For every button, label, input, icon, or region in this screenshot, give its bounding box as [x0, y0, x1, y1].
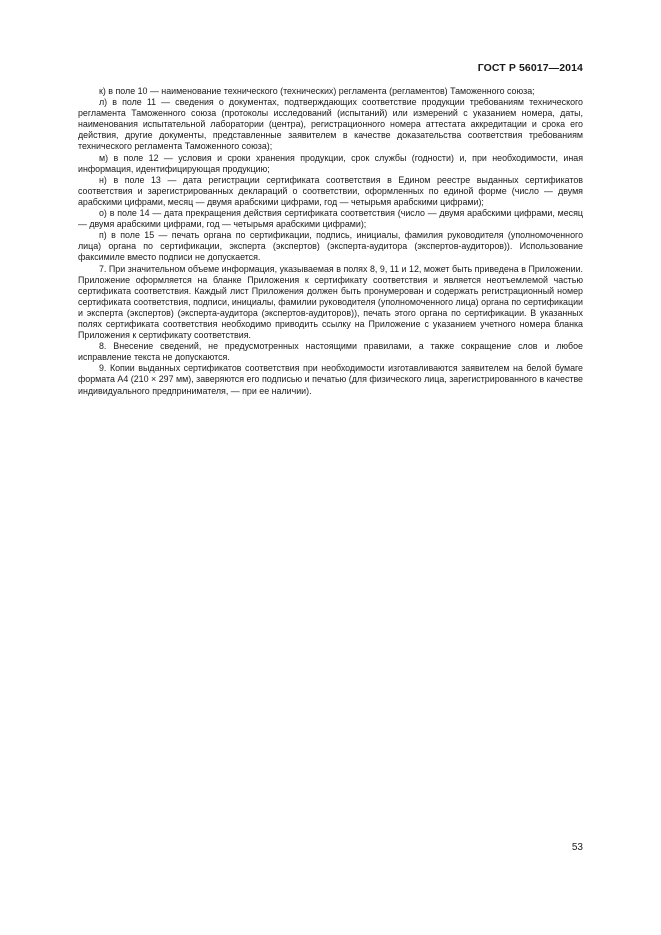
- clause-m: м) в поле 12 — условия и сроки хранения продукции, срок службы (годности) и, при необходимости, иная информация, идентифицирующая продукцию;: [78, 152, 583, 174]
- section-8-paragraph: 8. Внесение сведений, не предусмотренных настоящими правилами, а также сокращение слов и любое исправление текста не допускаются.: [78, 341, 583, 363]
- clause-o: о) в поле 14 — дата прекращения действия сертификата соответствия (число — двумя арабскими цифрами, месяц — двумя арабскими цифрами, год — четырьмя арабскими цифрами);: [78, 208, 583, 230]
- standard-code-header: ГОСТ Р 56017—2014: [477, 62, 583, 74]
- clause-k: к) в поле 10 — наименование технического (технических) регламента (регламентов) Таможенного союза;: [99, 86, 535, 96]
- section-7-paragraph: 7. При значительном объеме информация, указываемая в полях 8, 9, 11 и 12, может быть приведена в Приложении. Приложение оформляется на бланке Приложения к сертификату соответствия и является неотъемлемой частью сертификата соответствия. Каждый лист Приложения должен быть пронумерован и содержать регистрационный номер сертификата соответствия, подписи, инициалы, фамилии руководителя (уполномоченного лица) органа по сертификации и эксперта (экспертов) (эксперта-аудитора (экспертов-аудиторов)), печать этого органа по сертификации. В указанных полях сертификата соответствия необходимо приводить ссылку на Приложение с указанием учетного номера бланка Приложения к сертификату соответствия.: [78, 263, 583, 341]
- clause-n: н) в поле 13 — дата регистрации сертификата соответствия в Едином реестре выданных сертификатов соответствия и зарегистрированных деклараций о соответствии, оформленных по единой форме (число — двумя арабскими цифрами, месяц — двумя арабскими цифрами, год — четырьмя арабскими цифрами);: [78, 174, 583, 207]
- section-9-paragraph: 9. Копии выданных сертификатов соответствия при необходимости изготавливаются заявителем на белой бумаге формата А4 (210 × 297 мм), заверяются его подписью и печатью (для физического лица, зарегистрированного в качестве индивидуального предпринимателя, — при ее наличии).: [78, 363, 583, 396]
- document-body: [78, 86, 583, 397]
- clause-p: п) в поле 15 — печать органа по сертификации, подпись, инициалы, фамилия руководителя (уполномоченного лица) органа по сертификации, эксперта (экспертов) (эксперта-аудитора (экспертов-аудиторов)). Использование факсимиле вместо подписи не допускается.: [78, 230, 583, 263]
- page-number: 53: [571, 842, 583, 853]
- clause-l: л) в поле 11 — сведения о документах, подтверждающих соответствие продукции требованиям технического регламента Таможенного союза (протоколы исследований (испытаний) или измерений с указанием номера, даты, наименования испытательной лаборатории (центра), регистрационного номера аттестата аккредитации и срока его действия, другие документы, представленные заявителем в качестве доказательства соответствия требованиям технического регламента Таможенного союза);: [78, 97, 583, 152]
